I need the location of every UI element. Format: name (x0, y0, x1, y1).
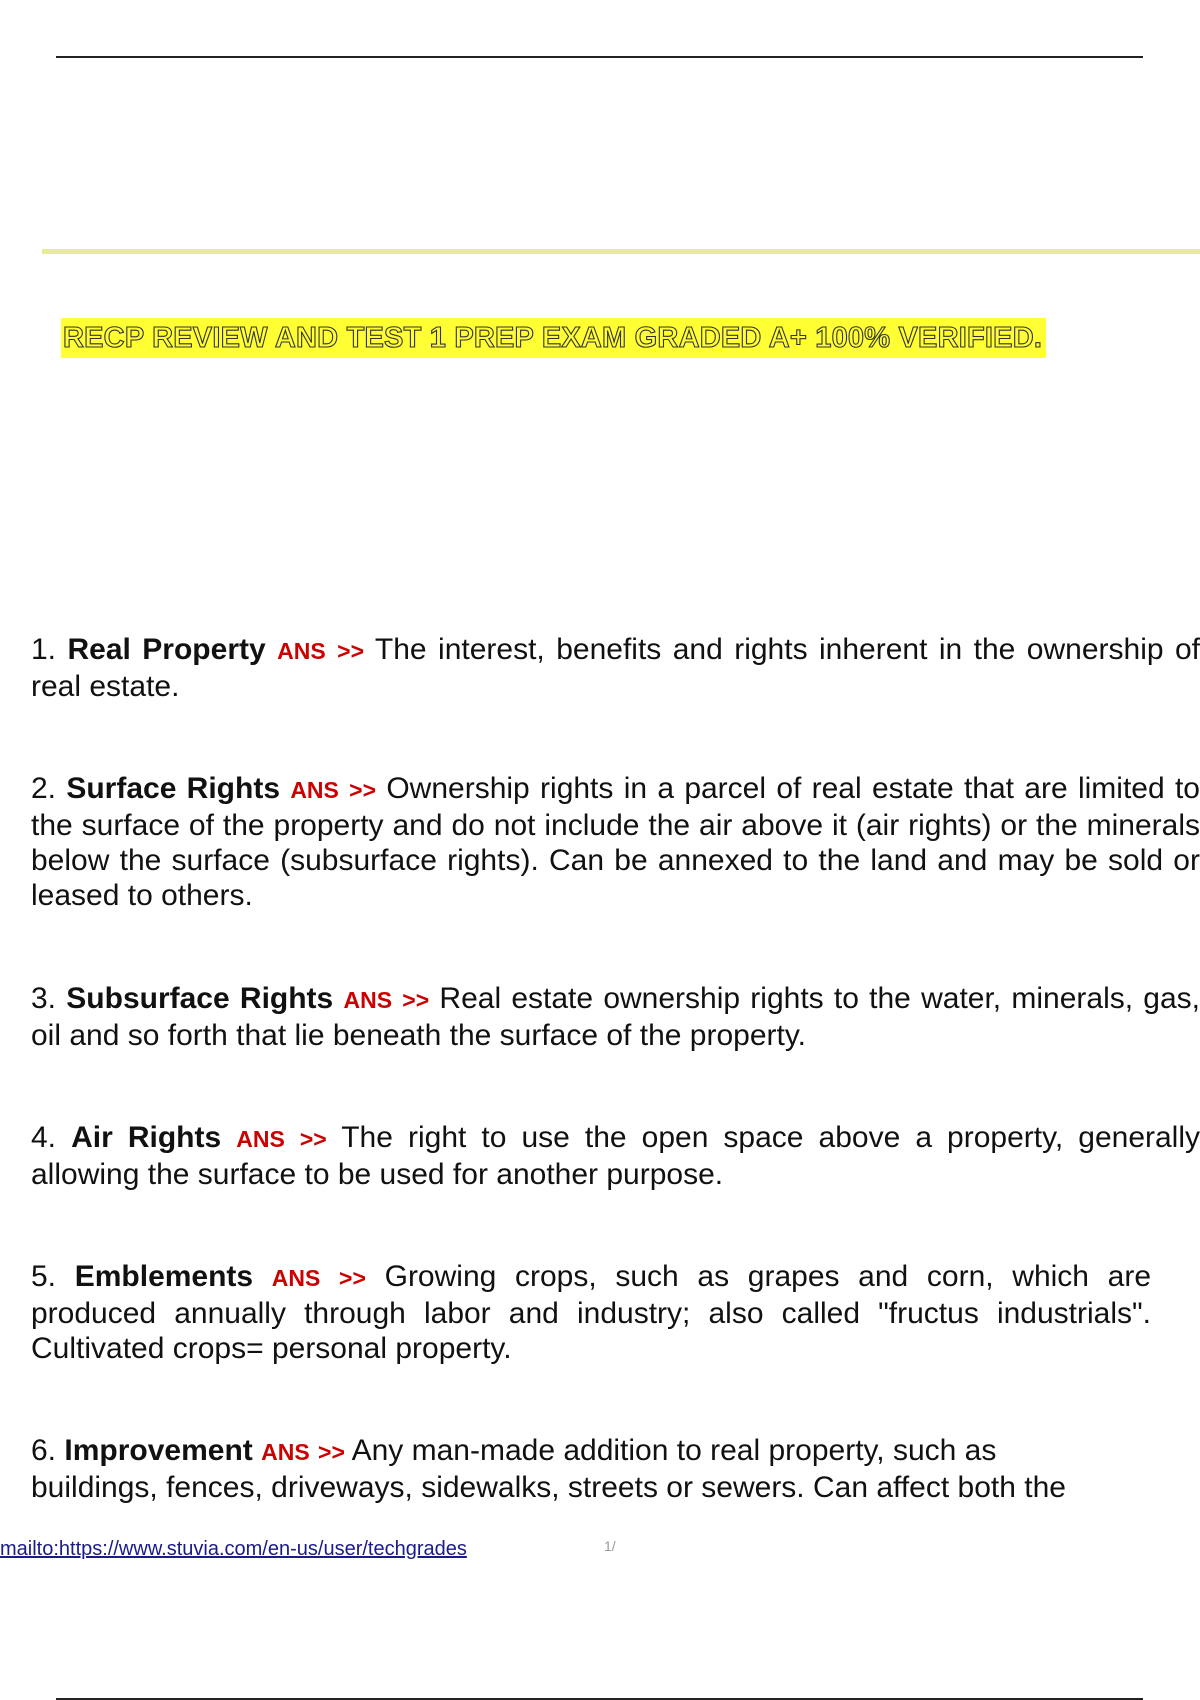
item-number: 4. (31, 1121, 57, 1154)
item-number: 5. (31, 1260, 57, 1293)
ans-marker: ANS (277, 638, 326, 664)
item-definition: Ownership rights in a parcel of real estate that are limited to the surface of the property and do not include the air above it (air rights) or the minerals below the surface (subsurface rights). Can be annexed to the land and may be sold or leased to others. (31, 772, 1200, 912)
qa-item-surface-rights (31, 771, 1200, 913)
item-number: 2. (31, 772, 57, 805)
ans-marker: ANS (261, 1439, 310, 1465)
qa-item-air-rights (31, 1120, 1200, 1192)
ans-marker: ANS (290, 777, 339, 803)
accent-rule (42, 249, 1200, 254)
ans-arrow: >> (349, 777, 377, 803)
ans-arrow: >> (299, 1126, 327, 1152)
item-term: Emblements (74, 1260, 254, 1293)
item-number: 1. (31, 633, 57, 666)
item-definition: The interest, benefits and rights inherent in the ownership of real estate. (31, 633, 1200, 703)
item-term: Air Rights (71, 1121, 222, 1154)
item-definition: Growing crops, such as grapes and corn, which are produced annually through labor and industry; also called "fructus industrials". Cultivated crops= personal property. (31, 1260, 1151, 1365)
item-definition: Real estate ownership rights to the water, minerals, gas, oil and so forth that lie beneath the surface of the property. (31, 982, 1200, 1052)
item-term: Improvement (64, 1434, 253, 1467)
ans-marker: ANS (343, 987, 393, 1013)
item-term: Surface Rights (66, 772, 281, 805)
item-definition: Any man-made addition to real property, such as buildings, fences, driveways, sidewalks, streets or sewers. Can affect both the (31, 1434, 1066, 1504)
page-number: 1/ (604, 1538, 616, 1554)
footer-mailto-link[interactable]: mailto:https://www.stuvia.com/en-us/user/techgrades (0, 1538, 467, 1560)
ans-marker: ANS (236, 1126, 285, 1152)
item-number: 6. (31, 1434, 57, 1467)
item-term: Real Property (67, 633, 266, 666)
title-banner (61, 318, 1046, 362)
ans-arrow: >> (402, 987, 430, 1013)
item-number: 3. (31, 982, 57, 1015)
qa-item-improvement (31, 1433, 1131, 1505)
document-title: RECP REVIEW AND TEST 1 PREP EXAM GRADED A+ 100% VERIFIED. (61, 318, 1046, 358)
qa-item-emblements (31, 1259, 1151, 1367)
item-definition: The right to use the open space above a property, generally allowing the surface to be used for another purpose. (31, 1121, 1200, 1191)
ans-arrow: >> (337, 638, 365, 664)
ans-arrow: >> (339, 1265, 366, 1291)
item-term: Subsurface Rights (66, 982, 334, 1015)
ans-marker: ANS (271, 1265, 321, 1291)
top-rule (56, 56, 1143, 58)
ans-arrow: >> (318, 1439, 345, 1465)
qa-item-real-property (31, 632, 1200, 704)
qa-item-subsurface-rights (31, 981, 1200, 1053)
